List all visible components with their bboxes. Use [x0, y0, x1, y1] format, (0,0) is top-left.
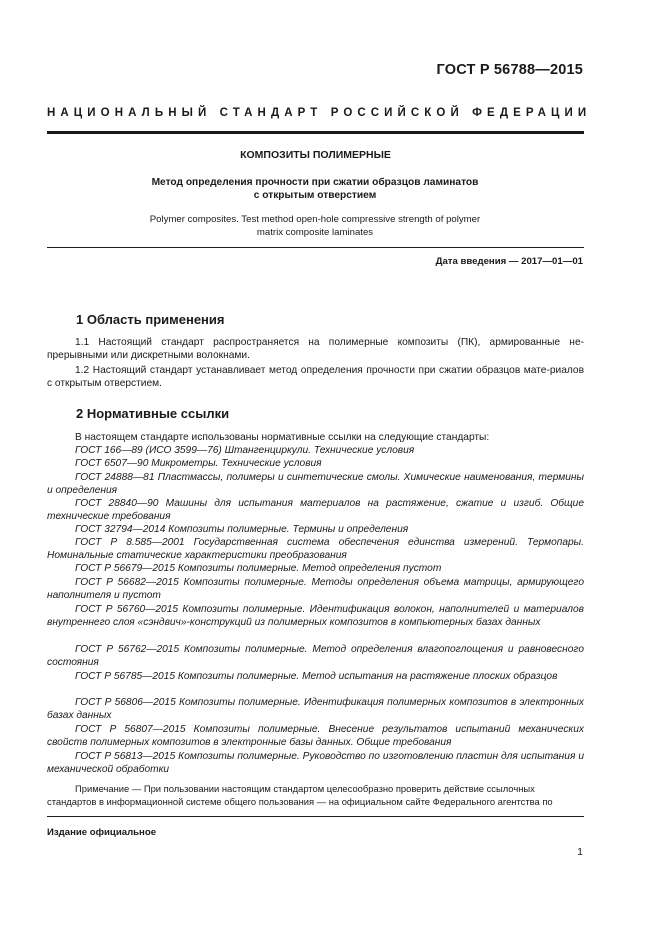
reference-item: ГОСТ 28840—90 Машины для испытания материалов на растяжение, сжатие и изгиб. Общие технические требования [47, 498, 584, 523]
section-2-heading: 2 Нормативные ссылки [76, 406, 230, 421]
note-line-2: стандартов в информационной системе общего пользования — на официальном сайте Федерального агентства по [47, 796, 553, 807]
subtitle-line-2: с открытым отверстием [253, 190, 377, 201]
document-id: ГОСТ Р 56788—2015 [436, 62, 583, 78]
english-title-line-2: matrix composite laminates [256, 227, 374, 238]
english-title-line-1: Polymer composites. Test method open-hole compressive strength of polymer [149, 214, 481, 225]
subtitle-line-1: Метод определения прочности при сжатии образцов ламинатов [151, 177, 479, 188]
footer-divider [47, 816, 584, 817]
section-1-heading: 1 Область применения [76, 312, 225, 327]
reference-item: ГОСТ 32794—2014 Композиты полимерные. Термины и определения [75, 524, 409, 535]
reference-item: ГОСТ Р 8.585—2001 Государственная система обеспечения единства измерений. Термопары. Номинальные статические характеристики преобразования [47, 537, 584, 562]
reference-item: ГОСТ 6507—90 Микрометры. Технические условия [75, 458, 322, 469]
reference-item: ГОСТ Р 56679—2015 Композиты полимерные. Метод определения пустот [75, 563, 442, 574]
reference-item: ГОСТ Р 56806—2015 Композиты полимерные. Идентификация полимерных композитов в электронных базах данных [47, 697, 584, 722]
national-standard-banner: НАЦИОНАЛЬНЫЙ СТАНДАРТ РОССИЙСКОЙ ФЕДЕРАЦИИ [47, 107, 592, 119]
section-1-paragraph-1: 1.1 Настоящий стандарт распространяется на полимерные композиты (ПК), армированные не-прерывными или дискретными волокнами. [47, 337, 584, 362]
section-2-intro: В настоящем стандарте использованы нормативные ссылки на следующие стандарты: [75, 432, 490, 443]
reference-item: ГОСТ Р 56785—2015 Композиты полимерные. Метод испытания на растяжение плоских образцов [75, 671, 558, 682]
english-title [90, 213, 540, 239]
reference-item: ГОСТ 166—89 (ИСО 3599—76) Штангенциркули. Технические условия [75, 445, 415, 456]
reference-item: ГОСТ Р 56807—2015 Композиты полимерные. Внесение результатов испытаний механических свойств полимерных композитов в электронные базы данных. Общие требования [47, 724, 584, 749]
note-line-1: Примечание — При пользовании настоящим стандартом целесообразно проверить действие ссылочных [75, 783, 535, 794]
reference-item: ГОСТ 24888—81 Пластмассы, полимеры и синтетические смолы. Химические наименования, термины и определения [47, 472, 584, 497]
header-divider [47, 131, 584, 134]
title-divider [47, 247, 584, 248]
reference-item: ГОСТ Р 56760—2015 Композиты полимерные. Идентификация волокон, наполнителей и материалов внутреннего слоя «сэндвич»-конструкций из полимерных композитов в компьютерных базах данных [47, 604, 584, 629]
section-1-paragraph-2: 1.2 Настоящий стандарт устанавливает метод определения прочности при сжатии образцов мате-риалов с открытым отверстием. [47, 365, 584, 390]
page-number: 1 [577, 846, 583, 858]
introduction-date: Дата введения — 2017—01—01 [435, 256, 583, 267]
standard-subtitle [90, 176, 540, 202]
standard-title: КОМПОЗИТЫ ПОЛИМЕРНЫЕ [240, 149, 391, 161]
reference-item: ГОСТ Р 56813—2015 Композиты полимерные. Руководство по изготовлению пластин для испытания и механической обработки [47, 751, 584, 776]
reference-item: ГОСТ Р 56682—2015 Композиты полимерные. Методы определения объема матрицы, армирующего наполнителя и пустот [47, 577, 584, 602]
reference-item: ГОСТ Р 56762—2015 Композиты полимерные. Метод определения влагопоглощения и равновесного состояния [47, 644, 584, 669]
official-edition-label: Издание официальное [47, 827, 157, 838]
